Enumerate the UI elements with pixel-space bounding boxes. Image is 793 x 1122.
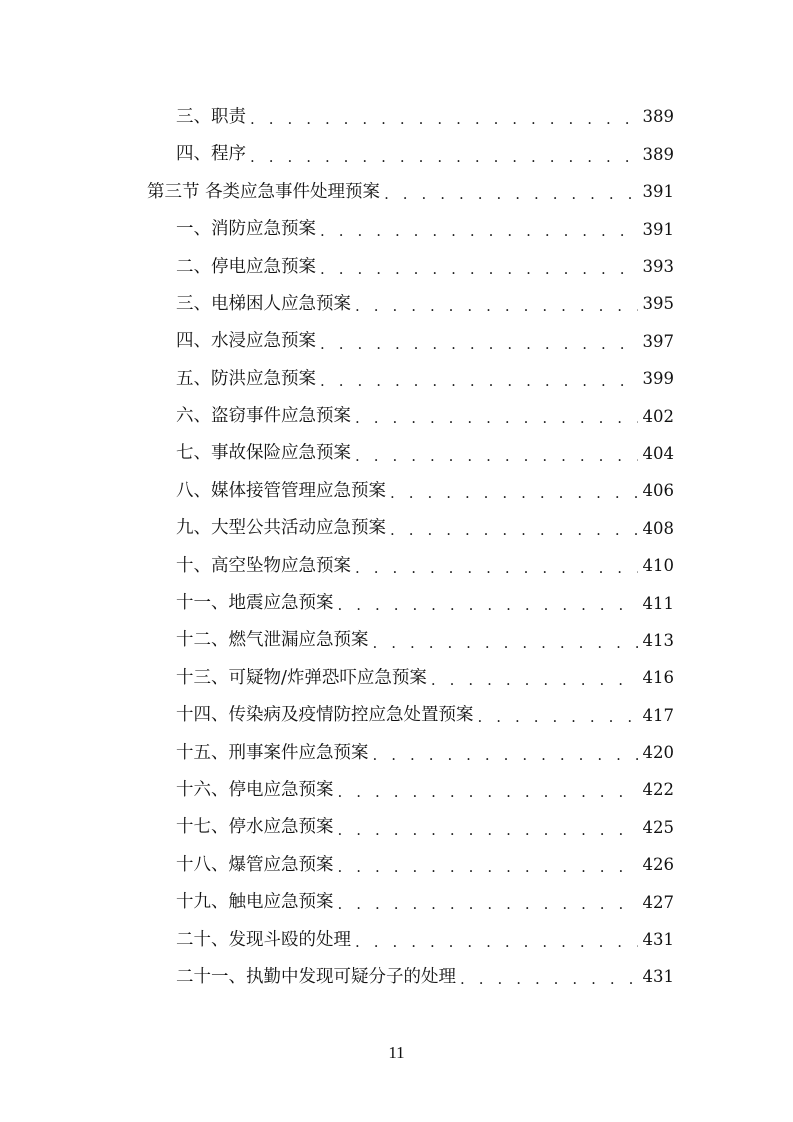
toc-entry-title: 十八、爆管应急预案 [176, 854, 334, 875]
dot-leader [478, 710, 638, 725]
toc-entry-title: 十四、传染病及疫情防控应急处置预案 [176, 705, 474, 726]
toc-entry-title: 二十、发现斗殴的处理 [176, 929, 351, 950]
dot-leader [320, 337, 638, 352]
toc-page-number: 393 [642, 257, 674, 276]
toc-entry [0, 660, 793, 697]
toc-page-number: 389 [642, 107, 674, 127]
toc-entry [0, 286, 793, 323]
toc-entry-title: 九、大型公共活动应急预案 [176, 518, 386, 539]
dot-leader [390, 523, 638, 538]
toc-entry [0, 548, 793, 585]
toc-entry [0, 211, 793, 248]
dot-leader [460, 972, 638, 987]
toc-entry-title: 十七、停水应急预案 [176, 817, 334, 838]
toc-entry [0, 884, 793, 921]
dot-leader [355, 449, 638, 464]
toc-page-number: 431 [642, 930, 674, 950]
toc-page-number: 411 [642, 593, 674, 613]
toc-entry-title: 四、水浸应急预案 [176, 331, 316, 352]
toc-entry-title: 一、消防应急预案 [176, 219, 316, 240]
toc-entry [0, 249, 793, 286]
dot-leader [355, 299, 638, 314]
page-number: 11 [388, 1043, 405, 1062]
toc-entry-title: 十九、触电应急预案 [176, 892, 334, 913]
toc-entry [0, 735, 793, 772]
toc-page-number: 389 [642, 144, 674, 164]
dot-leader [338, 897, 638, 912]
toc-entry-title: 三、电梯困人应急预案 [176, 293, 351, 314]
toc-entry [0, 436, 793, 473]
toc-page-number: 420 [642, 743, 674, 763]
toc-entry-title: 六、盗窃事件应急预案 [176, 406, 351, 427]
toc-page-number: 404 [642, 443, 674, 463]
toc-entry-title: 十三、可疑物/炸弹恐吓应急预案 [176, 667, 427, 688]
toc-entry [0, 99, 793, 136]
toc-page-number: 426 [642, 855, 674, 875]
dot-leader [373, 636, 638, 651]
dot-leader [320, 224, 638, 239]
dot-leader [384, 187, 637, 202]
toc-page-number: 425 [642, 817, 674, 837]
toc-entry-title: 十一、地震应急预案 [176, 593, 334, 614]
toc-page-number: 402 [642, 406, 674, 426]
toc-entry-title: 十六、停电应急预案 [176, 779, 334, 800]
toc-entry [0, 323, 793, 360]
toc-entry [0, 136, 793, 173]
toc-page-number: 408 [642, 518, 674, 538]
toc-page-number: 399 [642, 369, 674, 389]
toc-entry-title: 十五、刑事案件应急预案 [176, 742, 369, 763]
toc-entry-title: 七、事故保险应急预案 [176, 443, 351, 464]
toc-entry-title: 十、高空坠物应急预案 [176, 555, 351, 576]
toc-entry-title: 五、防洪应急预案 [176, 368, 316, 389]
toc-page-number: 391 [642, 219, 674, 239]
toc-entry [0, 510, 793, 547]
toc-entry [0, 361, 793, 398]
dot-leader [390, 486, 638, 501]
toc-entry [0, 622, 793, 659]
dot-leader [431, 673, 638, 688]
toc-page-number: 417 [642, 705, 674, 725]
toc-entry [0, 959, 793, 996]
table-of-contents [0, 99, 793, 996]
toc-page-number: 431 [642, 967, 674, 987]
toc-entry [0, 697, 793, 734]
dot-leader [250, 112, 638, 127]
toc-page-number: 397 [642, 331, 674, 351]
dot-leader [338, 823, 638, 838]
dot-leader [338, 785, 638, 800]
toc-entry [0, 809, 793, 846]
toc-entry-title: 第三节 各类应急事件处理预案 [147, 181, 381, 202]
dot-leader [250, 150, 638, 165]
toc-entry-title: 四、程序 [176, 144, 246, 165]
toc-entry [0, 585, 793, 622]
toc-section-heading [0, 174, 793, 211]
toc-page-number: 395 [642, 294, 674, 314]
dot-leader [355, 411, 638, 426]
dot-leader [373, 748, 638, 763]
toc-entry-title: 二、停电应急预案 [176, 256, 316, 277]
dot-leader [355, 935, 638, 950]
toc-entry [0, 473, 793, 510]
toc-entry-title: 二十一、执勤中发现可疑分子的处理 [176, 966, 456, 987]
dot-leader [338, 860, 638, 875]
toc-page-number: 391 [642, 182, 674, 202]
toc-entry [0, 847, 793, 884]
toc-entry [0, 772, 793, 809]
toc-entry [0, 922, 793, 959]
toc-page-number: 410 [642, 556, 674, 576]
dot-leader [320, 262, 638, 277]
toc-page-number: 413 [642, 630, 674, 650]
dot-leader [320, 374, 638, 389]
toc-page-number: 406 [642, 481, 674, 501]
toc-entry-title: 八、媒体接管管理应急预案 [176, 480, 386, 501]
dot-leader [338, 598, 638, 613]
toc-entry-title: 三、职责 [176, 106, 246, 127]
toc-entry [0, 398, 793, 435]
toc-page-number: 416 [642, 668, 674, 688]
toc-entry-title: 十二、燃气泄漏应急预案 [176, 630, 369, 651]
toc-page-number: 427 [642, 892, 674, 912]
dot-leader [355, 561, 638, 576]
toc-page-number: 422 [642, 780, 674, 800]
